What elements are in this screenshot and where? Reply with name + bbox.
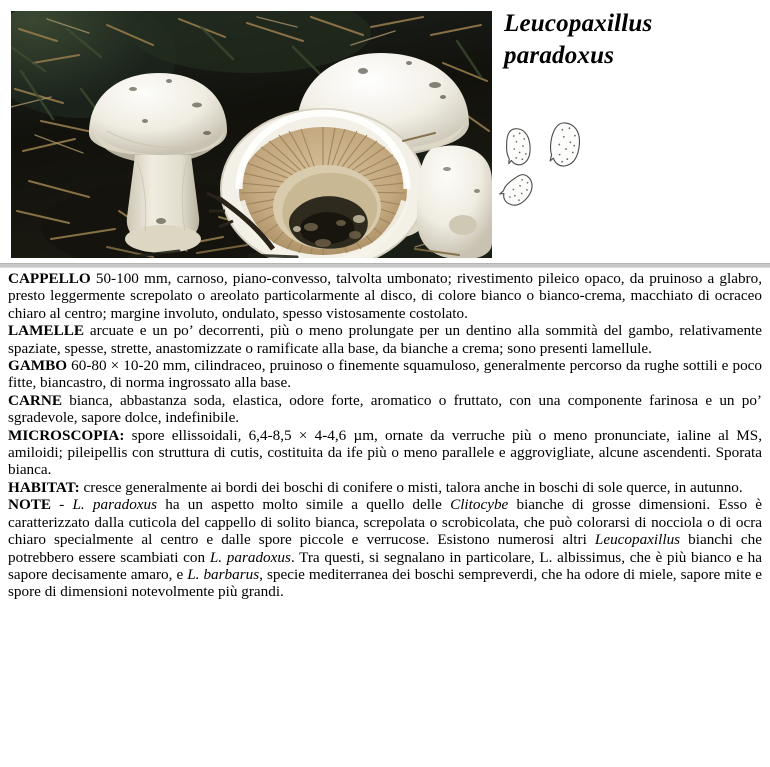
horizontal-divider: [0, 263, 770, 268]
note-fragment-7: L. paradoxus: [209, 548, 291, 566]
section-body-lamelle: arcuate e un po’ decorrenti, più o meno prolungate per un dentino alla sommità del gambo, relativamente spaziate, spesse, strette, anastomizzate o ramificate alla base, da bianche a crema; sono presenti lamellule.: [8, 322, 762, 357]
section-header-habitat: HABITAT:: [8, 478, 80, 496]
species-title: [504, 8, 762, 72]
spore-drawing-artwork: [496, 116, 616, 216]
section-body-microscopia: spore ellissoidali, 6,4-8,5 × 4-4,6 µm, ornate da verruche più o meno pronunciate, ialine al MS, amiloidi; pileipellis con struttura di cutis, costituita da ife più o meno parallele e aggrovigliate, alcune ascendenti. Sporata bianca.: [8, 426, 762, 479]
spore-shape-3: [498, 170, 537, 211]
note-fragment-3: Clitocybe: [450, 496, 509, 514]
section-note: [8, 496, 762, 600]
mushroom-bottom-right: [417, 146, 492, 258]
note-fragment-0: -: [51, 496, 73, 514]
note-fragment-9: L. barbarus: [187, 565, 260, 583]
note-fragment-4: bianche di grosse dimensioni. Esso è caratterizzato dalla cuticola del cappello di solito bianca, screpolata o scrobicolata, che può colorarsi di nocciola o di ocra chiaro specialmente al centro e dalle spore piccole e verrucose. Esistono numerosi altri: [8, 496, 762, 549]
species-genus: Leucopaxillus: [504, 10, 653, 37]
species-photograph: [11, 11, 492, 258]
section-header-carne: CARNE: [8, 391, 63, 409]
note-fragment-8: . Tra questi, si segnalano in particolare, L. albissimus, che è più bianco e ha sapore decisamente amaro, e: [8, 548, 762, 583]
note-fragment-1: L. paradoxus: [72, 496, 158, 514]
section-body-carne: bianca, abbastanza soda, elastica, odore forte, aromatico o fruttato, con una componente farinosa e un po’ sgradevole, sapore dolce, indefinibile.: [8, 391, 762, 427]
note-fragment-6: bianchi che potrebbero essere scambiati con: [8, 531, 763, 566]
section-cappello: [8, 270, 762, 322]
section-carne: [8, 392, 762, 427]
spore-illustration: [496, 116, 616, 216]
section-microscopia: [8, 427, 762, 479]
section-habitat: [8, 479, 762, 496]
photograph-artwork: [11, 11, 492, 258]
species-description: [8, 270, 762, 601]
section-header-microscopia: MICROSCOPIA:: [8, 426, 125, 444]
spore-shape-2: [549, 122, 581, 167]
note-rich-text: [8, 496, 762, 600]
section-lamelle: [8, 322, 762, 357]
section-sep-microscopia: [124, 427, 131, 444]
section-body-cappello: 50-100 mm, carnoso, piano-convesso, talvolta umbonato; rivestimento pileico opaco, da pruinoso a glabro, presto leggermente screpolato o areolato particolarmente al disco, di colore bianco o bianco-crema, macchiato di ocraceo chiaro al centro; margine involuto, ondulato, spesso vistosamente costolato.: [8, 270, 763, 322]
section-header-gambo: GAMBO: [8, 357, 68, 375]
section-header-note: NOTE: [8, 496, 52, 514]
species-epithet: paradoxus: [504, 42, 615, 69]
section-header-cappello: CAPPELLO: [8, 270, 91, 287]
spore-shape-1: [505, 127, 532, 166]
section-body-gambo: 60-80 × 10-20 mm, cilindraceo, pruinoso o finemente squamuloso, generalmente percorso da rughe sottili e poco fitte, biancastro, di norma ingrossato alla base.: [8, 357, 763, 392]
note-fragment-10: , specie mediterranea dei boschi sempreverdi, che ha odore di miele, sapore mite e spore di dimensioni notevolmente più grandi.: [8, 565, 762, 601]
note-fragment-2: ha un aspetto molto simile a quello delle: [157, 496, 451, 514]
section-body-habitat: cresce generalmente ai bordi dei boschi di conifere o misti, talora anche in boschi di sole querce, in autunno.: [83, 478, 743, 496]
note-fragment-5: Leucopaxillus: [594, 531, 681, 549]
section-gambo: [8, 357, 762, 392]
section-header-lamelle: LAMELLE: [8, 322, 84, 340]
